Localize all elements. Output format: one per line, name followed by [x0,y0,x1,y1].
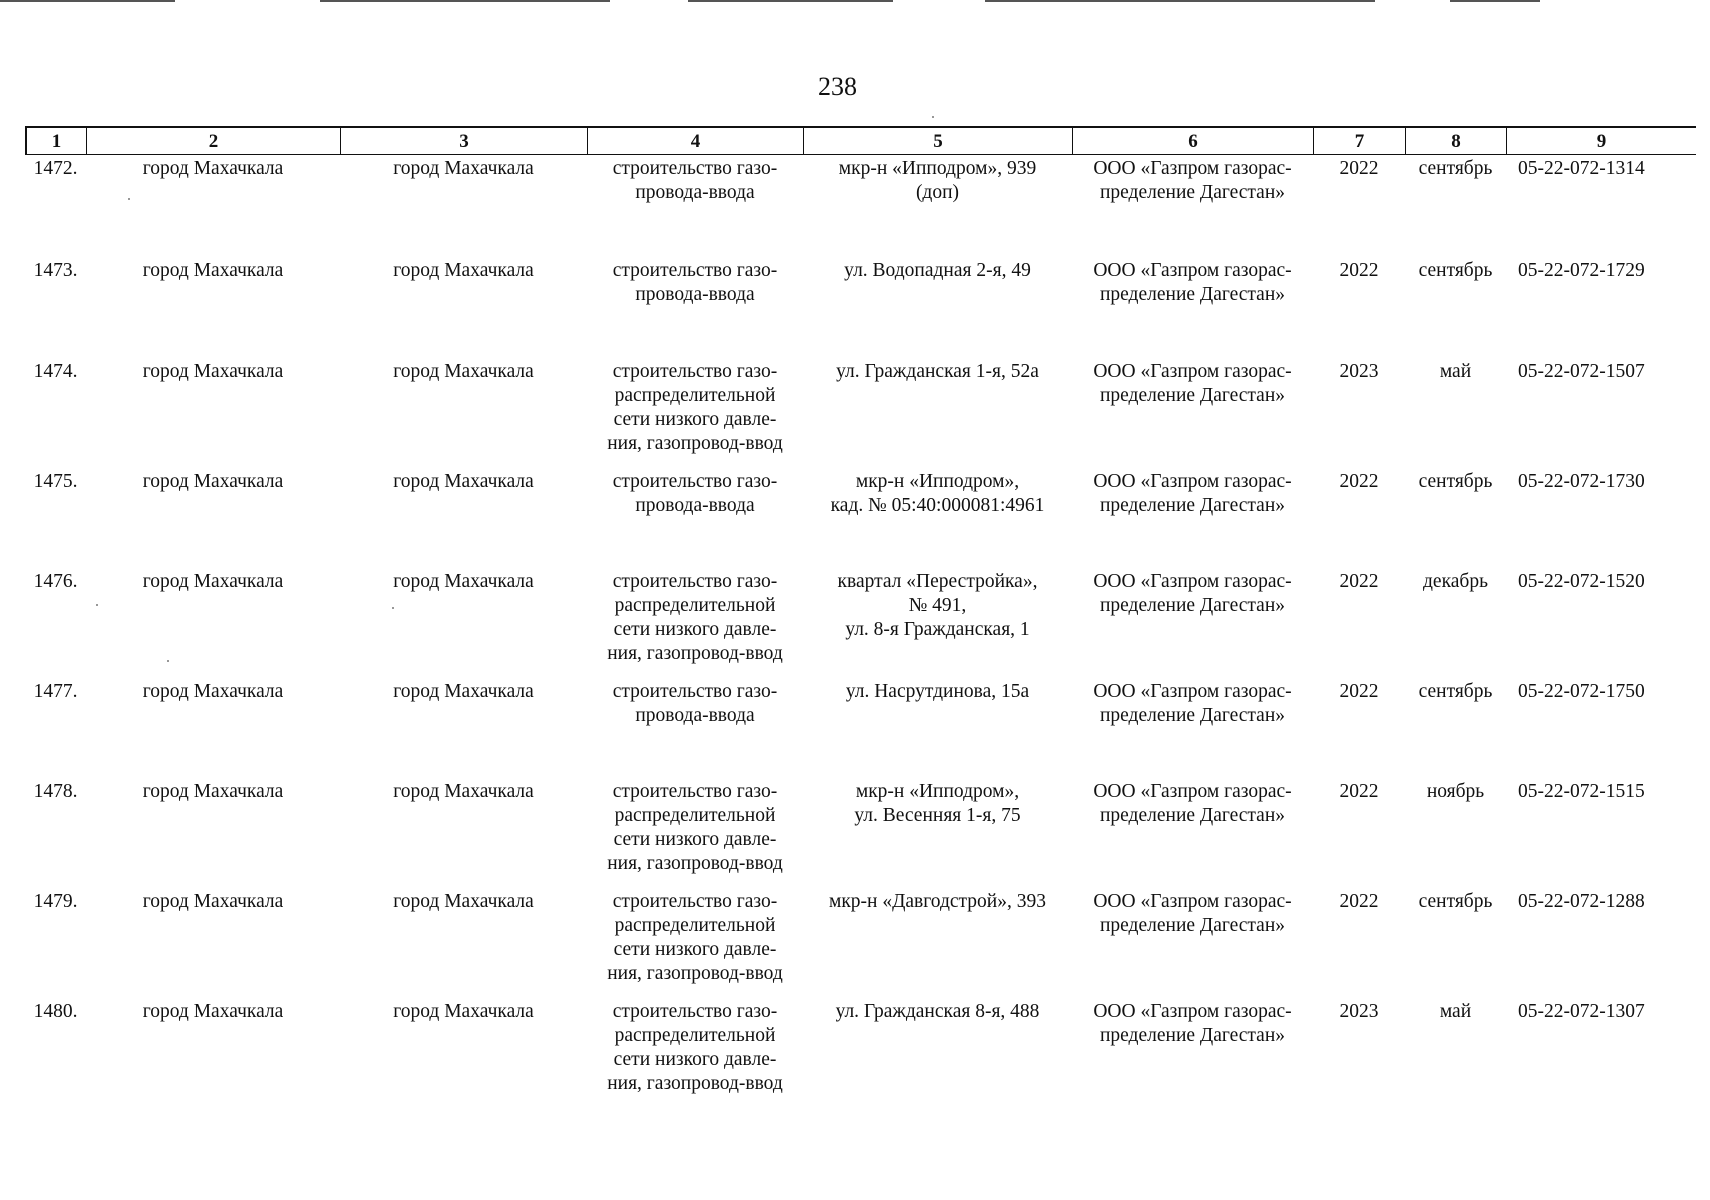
organization-line: пределение Дагестан» [1099,915,1286,936]
row-number: 1474. [33,361,78,382]
registration-code: 05-22-072-1729 [1518,260,1645,281]
work-description-line: сети низкого давле- [613,1049,777,1070]
row-number: 1475. [33,471,78,492]
registration-code: 05-22-072-1507 [1518,361,1645,382]
address-line: ул. 8-я Гражданская, 1 [845,619,1030,640]
work-description [587,259,803,307]
work-description-line: сети низкого давле- [613,409,777,430]
district-name: город Махачкала [142,471,284,492]
address [803,157,1072,205]
settlement-name: город Махачкала [393,260,534,281]
organization [1072,157,1313,205]
address-line: квартал «Перестройка», [837,571,1038,592]
district-name: город Махачкала [142,1001,284,1022]
organization-line: ООО «Газпром газорас- [1093,260,1292,281]
work-description-line: строительство газо- [612,260,778,281]
address-line: ул. Гражданская 8-я, 488 [835,1001,1040,1022]
year: 2022 [1339,681,1379,702]
month: сентябрь [1418,471,1493,492]
address [803,680,1072,704]
work-description-line: строительство газо- [612,1001,778,1022]
work-description [587,470,803,518]
year: 2022 [1339,891,1379,912]
row-number: 1479. [33,891,78,912]
work-description-line: провода-ввода [635,705,755,726]
district-name: город Махачкала [142,260,284,281]
address-line: мкр-н «Давгодстрой», 393 [828,891,1046,912]
organization [1072,470,1313,518]
work-description [587,360,803,456]
organization [1072,780,1313,828]
scan-speck [392,607,394,609]
address-line: ул. Насрутдинова, 15а [845,681,1030,702]
scan-artifact-line [985,0,1375,2]
scan-artifact-line [1450,0,1540,2]
registration-code: 05-22-072-1515 [1518,781,1645,802]
settlement-name: город Махачкала [393,361,534,382]
registration-code: 05-22-072-1730 [1518,471,1645,492]
settlement-name: город Махачкала [393,681,534,702]
address [803,470,1072,518]
organization-line: ООО «Газпром газорас- [1093,781,1292,802]
organization-line: пределение Дагестан» [1099,805,1286,826]
scan-speck [128,198,130,200]
district-name: город Махачкала [142,361,284,382]
settlement-name: город Махачкала [393,1001,534,1022]
work-description-line: ния, газопровод-ввод [607,1073,783,1094]
row-number: 1478. [33,781,78,802]
month: ноябрь [1426,781,1485,802]
year: 2022 [1339,571,1379,592]
district-name: город Махачкала [142,781,284,802]
organization-line: пределение Дагестан» [1099,595,1286,616]
month: май [1439,1001,1472,1022]
table-header-row [25,126,1696,155]
settlement-name: город Махачкала [393,781,534,802]
year: 2023 [1339,1001,1379,1022]
year: 2022 [1339,260,1379,281]
row-number: 1476. [33,571,78,592]
work-description-line: ния, газопровод-ввод [607,643,783,664]
registration-code: 05-22-072-1288 [1518,891,1645,912]
settlement-name: город Махачкала [393,158,534,179]
column-header-6: 6 [1072,128,1313,154]
organization-line: ООО «Газпром газорас- [1093,571,1292,592]
work-description-line: распределительной [614,385,776,406]
address [803,259,1072,283]
organization-line: пределение Дагестан» [1099,495,1286,516]
settlement-name: город Махачкала [393,471,534,492]
organization-line: ООО «Газпром газорас- [1093,1001,1292,1022]
scan-speck [96,604,98,606]
organization [1072,1000,1313,1048]
work-description-line: строительство газо- [612,361,778,382]
page-number: 238 [818,72,857,101]
registration-code: 05-22-072-1307 [1518,1001,1645,1022]
year: 2022 [1339,781,1379,802]
address-line: ул. Водопадная 2-я, 49 [844,260,1031,281]
work-description [587,890,803,986]
address-line: мкр-н «Ипподром», 939 [838,158,1037,179]
scan-artifact-line [688,0,893,2]
registration-code: 05-22-072-1520 [1518,571,1645,592]
organization-line: ООО «Газпром газорас- [1093,681,1292,702]
month: декабрь [1423,571,1488,592]
organization-line: пределение Дагестан» [1099,284,1286,305]
address [803,780,1072,828]
address-line: ул. Гражданская 1-я, 52а [836,361,1039,382]
settlement-name: город Махачкала [393,891,534,912]
work-description-line: распределительной [614,1025,776,1046]
year: 2023 [1339,361,1379,382]
work-description-line: распределительной [614,805,776,826]
work-description-line: строительство газо- [612,681,778,702]
district-name: город Махачкала [142,158,284,179]
district-name: город Махачкала [142,681,284,702]
row-number: 1477. [33,681,78,702]
organization-line: пределение Дагестан» [1099,182,1286,203]
work-description-line: ния, газопровод-ввод [607,963,783,984]
work-description [587,680,803,728]
work-description-line: сети низкого давле- [613,939,777,960]
scan-artifact-line [0,0,175,2]
address-line: мкр-н «Ипподром», [855,781,1020,802]
address-line: (доп) [915,182,960,203]
work-description-line: ния, газопровод-ввод [607,853,783,874]
address-line: кад. № 05:40:000081:4961 [830,495,1045,516]
organization [1072,570,1313,618]
address-line: мкр-н «Ипподром», [855,471,1020,492]
column-header-7: 7 [1313,128,1405,154]
address [803,890,1072,914]
month: сентябрь [1418,158,1493,179]
work-description-line: сети низкого давле- [613,829,777,850]
organization-line: ООО «Газпром газорас- [1093,361,1292,382]
work-description-line: строительство газо- [612,781,778,802]
work-description-line: строительство газо- [612,158,778,179]
address [803,1000,1072,1024]
settlement-name: город Махачкала [393,571,534,592]
column-header-4: 4 [587,128,803,154]
organization-line: пределение Дагестан» [1099,385,1286,406]
work-description-line: ния, газопровод-ввод [607,433,783,454]
registration-code: 05-22-072-1750 [1518,681,1645,702]
district-name: город Махачкала [142,891,284,912]
column-header-1: 1 [25,128,86,154]
address [803,360,1072,384]
row-number: 1472. [33,158,78,179]
row-number: 1480. [33,1001,78,1022]
registration-code: 05-22-072-1314 [1518,158,1645,179]
column-header-9: 9 [1506,128,1696,154]
work-description-line: строительство газо- [612,571,778,592]
work-description-line: провода-ввода [635,495,755,516]
work-description-line: строительство газо- [612,471,778,492]
work-description-line: сети низкого давле- [613,619,777,640]
organization-line: пределение Дагестан» [1099,1025,1286,1046]
year: 2022 [1339,471,1379,492]
scan-speck [167,660,169,662]
work-description-line: распределительной [614,915,776,936]
row-number: 1473. [33,260,78,281]
address-line: № 491, [908,595,967,616]
scan-artifact-line [320,0,610,2]
work-description-line: провода-ввода [635,182,755,203]
column-header-3: 3 [340,128,587,154]
column-header-2: 2 [86,128,340,154]
organization-line: ООО «Газпром газорас- [1093,891,1292,912]
organization [1072,360,1313,408]
organization [1072,259,1313,307]
month: сентябрь [1418,260,1493,281]
scan-speck [932,116,934,118]
month: сентябрь [1418,891,1493,912]
year: 2022 [1339,158,1379,179]
column-header-8: 8 [1405,128,1506,154]
organization-line: пределение Дагестан» [1099,705,1286,726]
work-description-line: провода-ввода [635,284,755,305]
month: май [1439,361,1472,382]
work-description [587,780,803,876]
month: сентябрь [1418,681,1493,702]
organization [1072,890,1313,938]
organization [1072,680,1313,728]
address [803,570,1072,642]
work-description [587,1000,803,1096]
column-header-5: 5 [803,128,1072,154]
organization-line: ООО «Газпром газорас- [1093,471,1292,492]
work-description [587,157,803,205]
work-description-line: строительство газо- [612,891,778,912]
work-description-line: распределительной [614,595,776,616]
work-description [587,570,803,666]
organization-line: ООО «Газпром газорас- [1093,158,1292,179]
address-line: ул. Весенняя 1-я, 75 [854,805,1021,826]
district-name: город Махачкала [142,571,284,592]
